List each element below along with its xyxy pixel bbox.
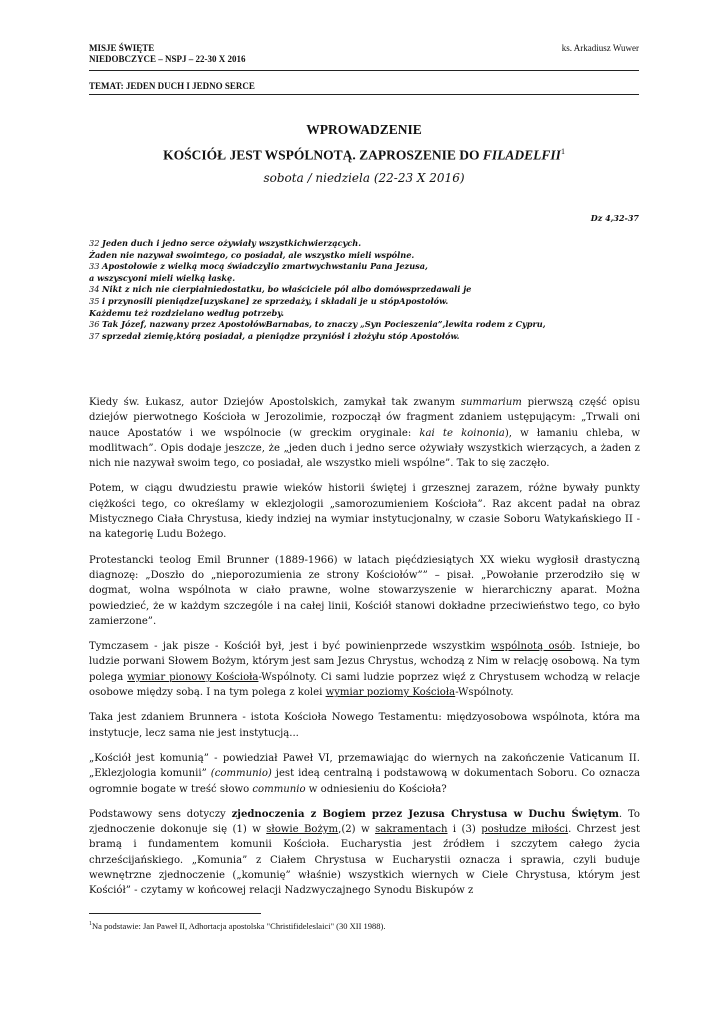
underlined-phrase: posłudze miłości (481, 824, 569, 836)
header-divider (89, 70, 639, 71)
paragraph: Protestancki teolog Emil Brunner (1889-1966) w latach pięćdziesiątych XX wieku wygłosił drastyczną diagnozę: „Doszło do „nieporozumienia ze strony Kościołów”” – pisał. „Powołanie przerodziło się w dogmat, wolna wspólnota w ciało prawne, wolne stowarzyszenie w hierarchiczny aparat. Można powiedzieć, że w każdym szczególe i na całej linii, Kościół stanowi dokładne przeciwieństwo tego, co było zamierzone”. (89, 554, 640, 627)
verse-line (89, 261, 649, 273)
subtitle-italic: FILADELFII (482, 147, 561, 163)
verse-text: Każdemu też rozdzielano według potrzeby. (89, 307, 284, 318)
header-line-2: NIEDOBCZYCE – NSPJ – 22-30 X 2016 (89, 54, 246, 64)
verse-line (89, 238, 649, 250)
underlined-phrase: wymiar poziomy Kościoła (325, 687, 456, 699)
date-line: sobota / niedziela (22-23 X 2016) (263, 171, 465, 185)
verse-text: i przynosili pieniądze[uzyskane] ze sprzedaży, i składali je u stópApostołów. (102, 295, 449, 306)
footnote-number: 1 (89, 921, 92, 928)
verse-text: Jeden duch i jedno serce ożywiały wszystkichwierzących. (102, 238, 362, 248)
verse-number: 34 (89, 284, 103, 295)
paragraph: „Kościół jest komunią” - powiedział Paweł VI, przemawiając do wiernych na zakończenie Vaticanum II. „Eklezjologia komunii” (communio) jest ideą centralną i podstawową w dokumentach Soboru. Co oznacza ogromnie bogate w treść słowo communio w odniesieniu do Kościoła? (89, 752, 640, 795)
main-title: WPROWADZENIE (306, 122, 422, 137)
paragraph: Tymczasem - jak pisze - Kościół był, jest i być powinienprzede wszystkim wspólnotą osób. Istnieje, bo ludzie porwani Słowem Bożym, którym jest sam Jezus Chrystus, wchodzą z Nim w relację osobową. Na tym polega wymiar pionowy Kościoła-Wspólnoty. Ci sami ludzie poprzez więź z Chrystusem wchodzą w relacje osobowe między sobą. I na tym polega z kolei wymiar poziomy Kościoła-Wspólnoty. (89, 641, 641, 699)
page-header (89, 43, 639, 65)
verse-text: sprzedał ziemię,którą posiadał, a pieniądze przyniósł i złożyłu stóp Apostołów. (102, 330, 460, 341)
verse-line (89, 284, 649, 296)
footnote-divider (89, 913, 261, 914)
verse-line (89, 308, 649, 320)
verse-text: Nikt z nich nie cierpiałniedostatku, bo właściciele pól albo domówsprzedawali je (102, 284, 472, 295)
verse-number: 33 (89, 261, 103, 272)
verse-number: 36 (89, 319, 103, 330)
subtitle (89, 147, 639, 164)
topic-divider (89, 94, 639, 95)
verse-text: a wszyscyoni mieli wielką łaskę. (89, 272, 236, 283)
scripture-verses (89, 238, 649, 342)
footnote-marker[interactable]: 1 (560, 147, 565, 156)
verse-text: Żaden nie nazywał swoimtego, co posiadał, ale wszystko mieli wspólne. (89, 249, 415, 260)
body-text (89, 395, 640, 909)
header-author: ks. Arkadiusz Wuwer (561, 43, 639, 53)
verse-number: 32 (89, 238, 103, 248)
underlined-phrase: wspólnotą osób (490, 641, 573, 653)
verse-text: Tak Józef, nazwany przez ApostołówBarnabas, to znaczy „Syn Pocieszenia”,lewita rodem z Cypru, (102, 319, 546, 330)
verse-line (89, 273, 649, 285)
underlined-phrase: wymiar pionowy Kościoła (127, 671, 259, 683)
verse-line (89, 331, 649, 343)
verse-line (89, 250, 649, 262)
underlined-phrase: słowie Bożym (266, 824, 339, 836)
subtitle-prefix: KOŚCIÓŁ JEST WSPÓLNOTĄ. ZAPROSZENIE DO (163, 147, 483, 163)
bold-phrase: zjednoczenia z Bogiem przez Jezusa Chrystusa w Duchu Świętym (231, 808, 619, 820)
paragraph: Kiedy św. Łukasz, autor Dziejów Apostolskich, zamykał tak zwanym summarium pierwszą część opisu dziejów pierwotnego Kościoła w Jerozolimie, rozpoczął ów fragment zdaniem ustępującym: „Trwali oni nauce Apostatów i we wspólnocie (w greckim oryginale: kai te koinonia), w łamaniu chleba, w modlitwach”. Opis dodaje jeszcze, że „jeden duch i jedno serce ożywiały wszystkich wierzących, a żaden z nich nie nazywał swoim tego, co posiadał, ale wszystko mieli wspólne”. Tak to się zaczęło. (89, 397, 640, 470)
footnote (89, 921, 386, 931)
header-line-1: MISJE ŚWIĘTE (89, 43, 155, 53)
footnote-text: Na podstawie: Jan Paweł II, Adhortacja apostolska "Christifideleslaici" (30 XII 1988). (92, 921, 386, 931)
verse-number: 35 (89, 295, 103, 306)
verse-line (89, 319, 649, 331)
verse-text: Apostołowie z wielką mocą świadczylio zmartwychwstaniu Pana Jezusa, (102, 261, 428, 272)
verse-line (89, 296, 649, 308)
scripture-reference: Dz 4,32-37 (590, 213, 639, 223)
verse-number: 37 (89, 330, 103, 341)
paragraph: Podstawowy sens dotyczy zjednoczenia z Bogiem przez Jezusa Chrystusa w Duchu Świętym. To zjednoczenie dokonuje się (1) w słowie Bożym,(2) w sakramentach i (3) posłudze miłości. Chrzest jest bramą i fundamentem komunii Kościoła. Eucharystia jest źródłem i szczytem całego życia chrześcijańskiego. „Komunia” z Ciałem Chrystusa w Eucharystii oznacza i sprawia, czyli buduje wewnętrzne zjednoczenie („komunię” właśnie) wszystkich wiernych w Ciele Chrystusa, którym jest Kościół” - czytamy w końcowej relacji Nadzwyczajnego Synodu Biskupów z (89, 808, 640, 897)
paragraph: Taka jest zdaniem Brunnera - istota Kościoła Nowego Testamentu: międzyosobowa wspólnota, która ma instytucje, lecz sama nie jest instytucją... (89, 712, 640, 739)
topic-line: TEMAT: JEDEN DUCH I JEDNO SERCE (89, 81, 255, 91)
paragraph: Potem, w ciągu dwudziestu prawie wieków historii świętej i grzesznej zarazem, różne bywały punkty ciężkości tego, co określamy w eklezjologii „samorozumieniem Kościoła”. Raz akcent padał na obraz Mistycznego Ciała Chrystusa, kiedy indziej na wymiar instytucjonalny, w czasie Soboru Watykańskiego II - na kategorię Ludu Bożego. (89, 483, 640, 541)
underlined-phrase: sakramentach (375, 824, 448, 836)
